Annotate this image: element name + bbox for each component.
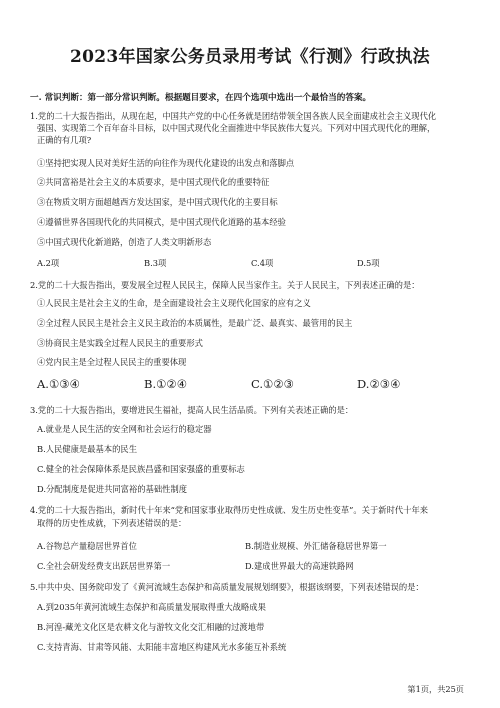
question-5-option-c: C.支持青海、甘肃等风能、太阳能丰富地区构建风光水多能互补系统 bbox=[37, 642, 287, 652]
question-1-option-d: D.5项 bbox=[357, 258, 380, 268]
question-2-item-4: ④党内民主是全过程人民民主的重要体现 bbox=[37, 357, 187, 367]
question-2-option-d: D.②③④ bbox=[357, 377, 401, 391]
question-1-item-5: ⑤中国式现代化新道路，创造了人类文明新形态 bbox=[37, 237, 212, 247]
question-3-option-a: A.就业是人民生活的安全网和社会运行的稳定器 bbox=[37, 424, 212, 434]
question-4-option-d: D.建成世界最大的高速铁路网 bbox=[245, 561, 354, 571]
question-4-stem-line-2: 取得的历史性成就，下列表述错误的是： bbox=[37, 518, 187, 528]
question-4-option-a: A.谷物总产量稳居世界首位 bbox=[37, 541, 137, 551]
question-2-item-3: ③协商民主是实践全过程人民民主的重要形式 bbox=[37, 338, 203, 348]
question-4-option-b: B.制造业规模、外汇储备稳居世界第一 bbox=[245, 541, 387, 551]
question-1-option-a: A.2项 bbox=[37, 258, 60, 268]
question-2-option-a: A.①③④ bbox=[37, 377, 80, 391]
question-3-stem: 3.党的二十大报告指出，要增进民生福祉，提高人民生活品质。下列有关表述正确的是： bbox=[30, 405, 354, 415]
question-2-item-2: ②全过程人民民主是社会主义民主政治的本质属性，是最广泛、最真实、最管用的民主 bbox=[37, 318, 353, 328]
question-4-stem-line-1: 4.党的二十大报告指出，新时代十年来“党和国家事业取得历史性成就、发生历史性变革”。关于新时代十年来 bbox=[30, 505, 429, 515]
question-1-item-2: ②共同富裕是社会主义的本质要求，是中国式现代化的重要特征 bbox=[37, 177, 270, 187]
question-3-option-c: C.健全的社会保障体系是民族昌盛和国家强盛的重要标志 bbox=[37, 464, 245, 474]
question-2-stem: 2.党的二十大报告指出，要发展全过程人民民主，保障人民当家作主。关于人民民主，下列表述正确的是： bbox=[30, 280, 420, 290]
question-2-option-c: C.①②③ bbox=[251, 377, 294, 391]
question-2-option-b: B.①②④ bbox=[144, 377, 188, 391]
page-number: 第1页，共25页 bbox=[407, 684, 464, 694]
question-3-option-d: D.分配制度是促进共同富裕的基础性制度 bbox=[37, 484, 188, 494]
question-3-option-b: B.人民健康是最基本的民生 bbox=[37, 444, 138, 454]
question-5-stem: 5.中共中央、国务院印发了《黄河流域生态保护和高质量发展规划纲要》，根据该纲要，下列表述错误的是： bbox=[30, 582, 424, 592]
section-heading: 一. 常识判断：第一部分常识判断。根据题目要求，在四个选项中选出一个最恰当的答案。 bbox=[30, 93, 372, 103]
question-1-stem-line-3: 正确的有几项? bbox=[37, 135, 92, 145]
question-5-option-b: B.河湟-藏羌文化区是农耕文化与游牧文化交汇相融的过渡地带 bbox=[37, 622, 265, 632]
question-1-stem-line-2: 强国、实现第二个百年奋斗目标，以中国式现代化全面推进中华民族伟大复兴。下列对中国式现代化的理解， bbox=[37, 123, 436, 133]
question-4-option-c: C.全社会研发经费支出跃居世界第一 bbox=[37, 561, 171, 571]
question-1-stem-line-1: 1.党的二十大报告指出，从现在起，中国共产党的中心任务就是团结带领全国各族人民全面建成社会主义现代化 bbox=[30, 111, 437, 121]
document-title: 2023年国家公务员录用考试《行测》行政执法 bbox=[70, 47, 430, 67]
question-1-item-4: ④遵循世界各国现代化的共同模式，是中国式现代化道路的基本经验 bbox=[37, 217, 286, 227]
question-1-option-b: B.3项 bbox=[144, 258, 167, 268]
question-5-option-a: A.到2035年黄河流域生态保护和高质量发展取得重大战略成果 bbox=[37, 602, 266, 612]
question-1-item-3: ③在物质文明方面超越西方发达国家，是中国式现代化的主要目标 bbox=[37, 197, 278, 207]
question-2-item-1: ①人民民主是社会主义的生命，是全面建设社会主义现代化国家的应有之义 bbox=[37, 298, 311, 308]
question-1-option-c: C.4项 bbox=[251, 258, 274, 268]
question-1-item-1: ①坚持把实现人民对美好生活的向往作为现代化建设的出发点和落脚点 bbox=[37, 158, 295, 168]
